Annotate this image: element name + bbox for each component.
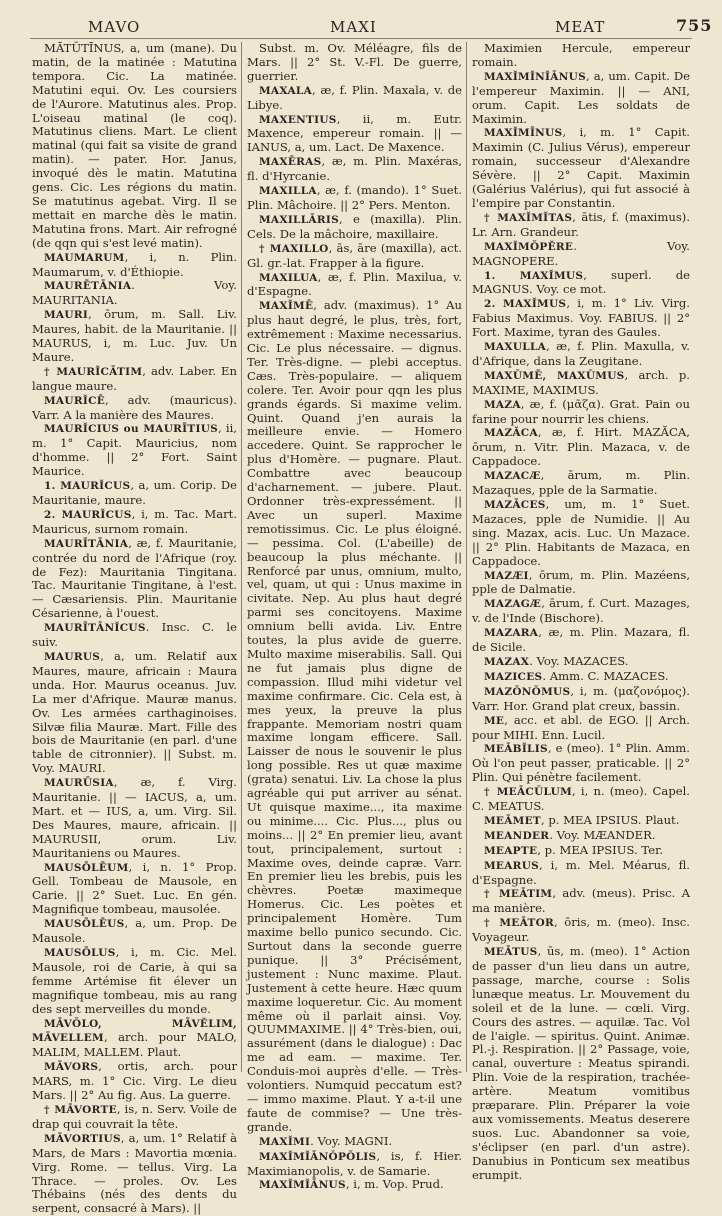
entry-definition: Maximien Hercule, empereur romain.: [472, 41, 690, 69]
dictionary-entry: [472, 685, 690, 714]
entry-definition: , i, m. 1° Liv. Virg. Fabius Maximus. Voy. FABIUS. || 2° Fort. Maxime, tyran des Gaules.: [472, 296, 690, 340]
column-divider-1: [241, 42, 242, 1072]
entry-definition: , arch. p. MAXIME, MAXIMUS.: [472, 367, 690, 397]
entry-headword: MAXENTIUS: [259, 113, 337, 126]
entry-headword: MAZĂCA: [484, 427, 538, 440]
entry-definition: , i, n. 1° Prop. Gell. Tombeau de Mausole, en Carie. || 2° Suet. Luc. En gén. Magnifique tombeau, mausolée.: [32, 859, 237, 917]
dictionary-entry: [32, 308, 237, 365]
entry-definition: , ōrum, m. Sall. Liv. Maures, habit. de la Mauritanie. || MAURUS, i, m. Luc. Juv. Un Maure.: [32, 307, 237, 364]
dictionary-entry: [472, 742, 690, 785]
column-3: [472, 41, 690, 1182]
running-header: [0, 14, 722, 36]
dictionary-entry: [247, 1150, 462, 1179]
entry-headword: MEĀBĬLIS: [484, 743, 548, 756]
entry-definition: , i, m. 1° Capit. Maximin (C. Julius Vérus), empereur romain, successeur d'Alexandre Sévère. || 2° Capit. Maximin (Galérius Valérius), qui fut associé à l'empire par Constantin.: [472, 125, 690, 210]
entry-headword: MAXILLA: [259, 185, 317, 198]
dictionary-entry: [32, 1132, 237, 1216]
dictionary-entry: [32, 1017, 237, 1061]
entry-definition: , ii, m. 1° Capit. Mauricius, nom d'homme. || 2° Fort. Saint Maurice.: [32, 421, 237, 479]
entry-definition: , a, um. Corip. De Mauritanie, maure.: [32, 478, 237, 507]
dictionary-entry: [472, 670, 690, 685]
entry-headword: MAZŎNŎMUS: [484, 685, 571, 698]
entry-headword: MAUSŌLUS: [44, 947, 116, 959]
entry-definition: , adv. Laber. En langue maure.: [32, 363, 237, 393]
entry-headword: MAXĬMI: [259, 1135, 311, 1148]
dictionary-entry: [472, 569, 690, 598]
entry-headword: MAXILUA: [259, 271, 318, 284]
entry-headword: MAXŬMĒ, MAXŬMUS: [484, 369, 625, 382]
entry-headword: MAURUS: [44, 650, 101, 663]
entry-definition: , i, m. Tac. Mart. Mauricus, surnom romain.: [32, 506, 238, 536]
column-2: [247, 41, 462, 1192]
entry-headword: † MAXILLO: [259, 242, 329, 255]
entry-definition: MĀTŪTĪNUS, a, um (mane). Du matin, de la matinée : Matutina tempora. Cic. La matinée. Matutini equi. Ov. Les coursiers de l'Aurore. Matutinus ales. Prop. L'oiseau matinal (le coq). Matutinus cliens. Mart. Le client matinal (qui fait sa visite de grand matin). — pater. Hor. Janus, invoqué dès le matin. Matutina gens. Cic. Les régions du matin. Se matutinus agebat. Virg. Il se mettait en marche dès le matin. Matutina frons. Mart. Air refrogné (de qqn qui s'est levé matin).: [32, 41, 237, 250]
entry-definition: , adv. (mauricus). Varr. A la manière des Maures.: [32, 392, 237, 422]
entry-headword: ME: [484, 714, 505, 727]
entry-headword: MAUSŌLĒUS: [44, 918, 125, 931]
entry-definition: , p. MEA IPSIUS. Ter.: [537, 842, 664, 857]
entry-definition: , adv. (meus). Prisc. A ma manière.: [472, 886, 690, 916]
entry-definition: . Insc. C. le suiv.: [32, 620, 237, 650]
guide-word-right: MEAT: [555, 18, 606, 36]
dictionary-entry: [32, 422, 237, 479]
entry-headword: MAXĬMŎPĔRE: [484, 240, 574, 253]
entry-headword: MĀVORS: [44, 1061, 99, 1074]
entry-definition: . Voy. MÆANDER.: [549, 827, 656, 842]
entry-headword: MAZAX: [484, 655, 530, 668]
entry-headword: MAURĬCIUS ou MAURĪTIUS: [44, 423, 219, 436]
dictionary-entry: [247, 155, 462, 184]
dictionary-entry: [472, 211, 690, 240]
column-1: [32, 41, 238, 1216]
entry-headword: MAXILLĀRIS: [259, 213, 339, 226]
dictionary-entry: [32, 394, 237, 423]
dictionary-entry: [32, 365, 237, 394]
entry-definition: , ortis, arch. pour MARS, m. 1° Cic. Virg. Le dieu Mars. || 2° Au fig. Aus. La guerre.: [32, 1059, 237, 1103]
entry-definition: , æ, f. Plin. Maxilua, v. d'Espagne.: [247, 269, 462, 299]
entry-definition: , ārum, m. Plin. Mazaques, pple de la Sarmatie.: [472, 468, 690, 498]
entry-headword: † MEĀCŬLUM: [484, 786, 573, 799]
dictionary-entry: [472, 469, 690, 498]
entry-headword: MAZICES: [484, 670, 543, 683]
entry-headword: MAXĬMĬĀNŎPŎLIS: [259, 1150, 377, 1163]
dictionary-entry: [32, 1103, 237, 1132]
entry-definition: . Voy. MAURITANIA.: [32, 278, 237, 308]
entry-definition: . Voy. MAGNI.: [310, 1133, 393, 1148]
dictionary-entry: [32, 479, 237, 508]
entry-headword: † MĀVORTE: [44, 1103, 117, 1116]
entry-definition: , adv. (maximus). 1° Au plus haut degré, le plus, très, fort, extrêmement : Maxime necessarius. Cic. Le plus nécessaire. — dignus. Ter. Très-digne. — plebi acceptus. Cæs. Très-populaire. — aliquem colere. Ter. Avoir pour qqn les plus grands égards. Si maxime velim. Quint. Quand j'en aurais la meilleure envie. — Homero accedere. Quint. Se rapprocher le plus d'Homère. — pugnare. Plaut. Combattre avec beaucoup d'acharnement. — jubere. Plaut. Ordonner très-expressément. || Avec un superl. Maxime remotissimus. Cic. Le plus éloigné. — pessima. Col. (L'abeille) de beaucoup la plus méchante. || Renforcé par unus, omnium, multo, vel, quam, ut qui : Unus maxime in civitate. Nep. Au plus haut degré parmi ses concitoyens. Maxime omnium belli avida. Liv. Entre toutes, la plus avide de guerre. Multo maxime miserabilis. Sall. Qui ne fut jamais plus digne de compassion. Illud mihi videtur vel maxime confirmare. Cic. Cela est, à mes yeux, la preuve la plus frappante. Memoriam nostri quam maxime longam efficere. Sall. Laisser de nous le souvenir le plus long possible. Res ut quæ maxime (grata) senatui. Liv. La chose la plus agréable qui put arriver au sénat. Ut quisque maxime..., ita maxime ou minime.... Cic. Plus..., plus ou moins... || 2° En premier lieu, avant tout, principalement, surtout : Maxime oves, deinde capræ. Varr. En premier lieu les brebis, puis les chèvres. Poetæ maximeque Homerus. Cic. Les poètes et principalement Homère. Tum maxime bello punico secundo. Cic. Surtout dans la seconde guerre punique. || 3° Précisément, justement : Nunc maxime. Plaut. Justement à cette heure. Hæc quum maxime loqueretur. Cic. Au moment même où il parlait ainsi. Voy. QUUMMAXIME. || 4° Très-bien, oui, assurément (dans le dialogue) : Dac me ad eam. — maxime. Ter. Conduis-moi auprès d'elle. — Très-volontiers. Numquid peccatum est? — immo maxime. Plaut. Y a-t-il une faute de commise? — Une très-grande.: [247, 298, 462, 1134]
dictionary-entry: [472, 297, 690, 340]
entry-definition: , e (maxilla). Plin. Cels. De la mâchoire, maxillaire.: [247, 211, 462, 241]
entry-headword: MAZARA: [484, 627, 539, 640]
entry-definition: , superl. de MAGNUS. Voy. ce mot.: [472, 267, 690, 297]
dictionary-entry: [32, 917, 237, 946]
entry-definition: , um, m. 1° Suet. Mazaces, pple de Numidie. || Au sing. Mazax, acis. Luc. Un Mazace. || 2° Plin. Habitants de Mazaca, en Cappadoce.: [472, 497, 690, 568]
dictionary-entry: [472, 945, 690, 1182]
entry-definition: , ii, m. Eutr. Maxence, empereur romain. || — IANUS, a, um. Lact. De Maxence.: [247, 111, 462, 155]
entry-headword: MAZA: [484, 398, 521, 411]
entry-headword: MAXĬMĪNUS: [484, 127, 563, 140]
dictionary-entry: [472, 597, 690, 626]
entry-definition: , æ, f. Hirt. MAZĂCA, ōrum, n. Vitr. Plin. Mazaca, v. de Cappadoce.: [472, 425, 690, 469]
dictionary-entry: [32, 279, 237, 308]
entry-headword: † MEĀTIM: [484, 888, 553, 901]
entry-definition: , ās, āre (maxilla), act. Gl. gr.-lat. Frapper à la figure.: [247, 240, 462, 270]
dictionary-entry: [472, 626, 690, 655]
entry-definition: , i, m. Mel. Méarus, fl. d'Espagne.: [472, 857, 690, 887]
dictionary-entry: [32, 776, 237, 860]
entry-definition: , a, um. 1° Relatif à Mars, de Mars : Mavortia mœnia. Virg. Rome. — tellus. Virg. La Thrace. — proles. Ov. Les Thébains (nés des dents du serpent, consacré à Mars). ||: [32, 1130, 237, 1216]
page-number: 755: [676, 16, 713, 35]
entry-headword: MAXĬMĒ: [259, 300, 314, 313]
entry-definition: , a, um. Relatif aux Maures, maure, africain : Maura unda. Hor. Maurus oceanus. Juv. La mer d'Afrique. Mauræ manus. Ov. Les armées carthaginoises. Silvæ filia Mauræ. Mart. Fille des bois de Mauritanie (en parl. d'une table de citronnier). || Subst. m. Voy. MAURI.: [32, 648, 237, 776]
dictionary-entry: [472, 829, 690, 844]
entry-headword: 1. MAXĬMUS: [484, 269, 584, 282]
entry-headword: MAXĒRAS: [259, 156, 322, 169]
entry-headword: MAURĪTĀNĬCUS: [44, 622, 146, 635]
entry-headword: 1. MAURĬCUS: [44, 480, 131, 493]
dictionary-entry: [247, 113, 462, 156]
dictionary-entry: [472, 814, 690, 829]
entry-definition: , a, um. Capit. De l'empereur Maximin. || — ANI, orum. Capit. Les soldats de Maximin.: [472, 68, 690, 126]
entry-headword: MEĀTUS: [484, 946, 538, 959]
entry-headword: † MAURĬCĀTIM: [44, 365, 143, 378]
dictionary-entry: [247, 1135, 462, 1150]
entry-headword: MAURI: [44, 309, 89, 322]
entry-definition: , arch. pour MALO, MALIM, MALLEM. Plaut.: [32, 1030, 237, 1060]
entry-headword: MAXĬMĬĀNUS: [259, 1179, 346, 1192]
entry-headword: 2. MAXĬMUS: [484, 298, 567, 311]
entry-definition: , i, m. Vop. Prud.: [345, 1177, 444, 1192]
entry-definition: , acc. et abl. de EGO. || Arch. pour MIHI. Enn. Lucil.: [472, 712, 690, 742]
dictionary-entry: [472, 126, 690, 210]
entry-definition: , ūs, m. (meo). 1° Action de passer d'un lieu dans un autre, passage, marche, course : Solis lunæque meatus. Lr. Mouvement du soleil et de la lune. — cœli. Virg. Cours des astres. — aquilæ. Tac. Vol de l'aigle. — spiritus. Quint. Animæ. Pl.-j. Respiration. || 2° Passage, voie, canal, ouverture : Meatus spirandi. Plin. Voie de la respiration, trachée-artère. Meatum vomitibus præparare. Plin. Préparer la voie aux vomissements. Meatus deserere suos. Luc. Abandonner sa voie, s'éclipser (en parl. d'un astre). Danubius in Ponticum sex meatibus erumpit.: [472, 944, 690, 1182]
entry-headword: MAURĪTĀNIA: [44, 537, 129, 550]
dictionary-entry: [32, 251, 237, 280]
dictionary-entry: [472, 655, 690, 670]
dictionary-entry: [472, 426, 690, 469]
dictionary-entry: [247, 84, 462, 113]
entry-headword: MAUSŌLĒUM: [44, 861, 129, 874]
dictionary-entry: [472, 340, 690, 369]
dictionary-entry: [472, 887, 690, 916]
entry-definition: , æ, f. Plin. Maxulla, v. d'Afrique, dans la Zeugitane.: [472, 339, 690, 368]
dictionary-entry: [247, 242, 462, 271]
dictionary-entry: [247, 213, 462, 242]
dictionary-entry: [32, 508, 237, 537]
entry-definition: , æ, f. (μᾶζα). Grat. Pain ou farine pour nourrir les chiens.: [472, 396, 690, 426]
dictionary-entry: [32, 650, 237, 776]
entry-definition: , i, m. Cic. Mel. Mausole, roi de Carie, à qui sa femme Artémise fit élever un magnifique tombeau, mis au rang des sept merveilles du monde.: [32, 945, 237, 1016]
entry-definition: , is, f. Hier. Maximianopolis, v. de Samarie.: [247, 1148, 462, 1178]
entry-definition: , ātis, f. (maximus). Lr. Arn. Grandeur.: [472, 209, 690, 239]
dictionary-entry: [472, 240, 690, 269]
entry-headword: MAXALA: [259, 84, 313, 97]
entry-definition: . Voy. MAGNOPERE.: [472, 238, 690, 268]
dictionary-entry: [472, 70, 690, 127]
entry-definition: , is, n. Serv. Voile de drap qui couvrait la tête.: [32, 1101, 237, 1131]
entry-definition: , æ, f. (mando). 1° Suet. Plin. Mâchoire. || 2° Pers. Menton.: [247, 183, 462, 212]
dictionary-entry: [32, 1060, 237, 1103]
dictionary-entry: [472, 916, 690, 945]
dictionary-entry: [472, 785, 690, 814]
entry-headword: MAURĒTĀNIA: [44, 280, 132, 293]
dictionary-entry: [472, 369, 690, 398]
entry-headword: MEAPTE: [484, 844, 538, 857]
entry-headword: MAZÆI: [484, 569, 529, 582]
dictionary-entry: [32, 537, 237, 621]
dictionary-entry: [472, 398, 690, 427]
dictionary-entry: [472, 859, 690, 888]
entry-headword: MAZACÆ: [484, 470, 541, 483]
entry-definition: . Amm. C. MAZACES.: [542, 668, 669, 683]
entry-headword: MAXULLA: [484, 341, 547, 354]
dictionary-entry: [32, 42, 237, 251]
dictionary-entry: [472, 42, 690, 70]
entry-headword: MĀVŎLO, MĀVĔLIM, MĀVELLEM: [32, 1017, 237, 1045]
dictionary-entry: [472, 269, 690, 298]
dictionary-entry: [247, 1178, 462, 1193]
dictionary-entry: [32, 621, 237, 650]
entry-definition: , æ, f. Virg. Mauritanie. || — IACUS, a, um. Mart. et — IUS, a, um. Virg. Sil. Des Maures, maure, africain. || MAURUSII, orum. Liv. Mauritaniens ou Maures.: [32, 775, 237, 860]
dictionary-entry: [32, 946, 237, 1017]
entry-definition: , æ, f. Plin. Maxala, v. de Libye.: [247, 82, 462, 112]
entry-definition: , æ, m. Plin. Mazara, fl. de Sicile.: [472, 625, 690, 655]
guide-word-middle: MAXI: [330, 18, 377, 36]
entry-headword: MEANDER: [484, 829, 550, 842]
entry-headword: MAURŪSIA: [44, 777, 114, 790]
entry-headword: MAURĬCĒ: [44, 394, 106, 407]
entry-headword: † MAXĬMĬTAS: [484, 211, 573, 224]
entry-headword: MAXĬMĬNĬĀNUS: [484, 70, 586, 83]
entry-definition: , æ, f. Mauritanie, contrée du nord de l'Afrique (roy. de Fez): Mauritania Tingitana. Tac. Mauritanie Tingitane, à l'est. — Cæsariensis. Plin. Mauritanie Césarienne, à l'ouest.: [32, 535, 237, 621]
entry-headword: MAZAGÆ: [484, 598, 542, 611]
dictionary-entry: [472, 498, 690, 569]
entry-headword: MAUMARUM: [44, 251, 125, 264]
entry-headword: MEĀMET: [484, 814, 542, 827]
dictionary-entry: [247, 299, 462, 1134]
entry-headword: † MEĀTOR: [484, 917, 555, 930]
entry-definition: , i, n. (meo). Capel. C. MEATUS.: [472, 784, 690, 814]
entry-definition: , ōris, m. (meo). Insc. Voyageur.: [472, 915, 690, 945]
entry-definition: Subst. m. Ov. Méléagre, fils de Mars. || 2° St. V.-Fl. De guerre, guerrier.: [247, 41, 462, 83]
guide-word-left: MAVO: [88, 18, 141, 36]
dictionary-entry: [472, 714, 690, 743]
entry-definition: , a, um. Prop. De Mausole.: [32, 916, 237, 946]
entry-definition: , æ, m. Plin. Maxéras, fl. d'Hyrcanie.: [247, 154, 462, 184]
entry-definition: , ārum, f. Curt. Mazages, v. de l'Inde (Bischore).: [472, 596, 690, 626]
header-rule: [30, 38, 692, 39]
entry-definition: , p. MEA IPSIUS. Plaut.: [541, 812, 680, 827]
dictionary-entry: [247, 271, 462, 300]
entry-headword: MAZĀCES: [484, 499, 546, 511]
dictionary-entry: [472, 844, 690, 859]
entry-definition: , i, n. Plin. Maumarum, v. d'Éthiopie.: [32, 249, 237, 279]
entry-headword: MĀVORTIUS: [44, 1132, 121, 1145]
entry-definition: . Voy. MAZACES.: [529, 653, 629, 668]
dictionary-entry: [247, 42, 462, 84]
dictionary-entry: [32, 861, 237, 918]
entry-definition: , e (meo). 1° Plin. Amm. Où l'on peut passer, praticable. || 2° Plin. Qui pénètre facilement.: [472, 741, 690, 785]
entry-headword: 2. MAURĬCUS: [44, 508, 132, 521]
entry-definition: , i, m. (μαζονόμος). Varr. Hor. Grand plat creux, bassin.: [472, 683, 690, 713]
entry-definition: , ōrum, m. Plin. Mazéens, pple de Dalmatie.: [472, 567, 690, 597]
entry-headword: MEARUS: [484, 859, 540, 872]
column-divider-2: [466, 42, 467, 1072]
dictionary-entry: [247, 184, 462, 213]
